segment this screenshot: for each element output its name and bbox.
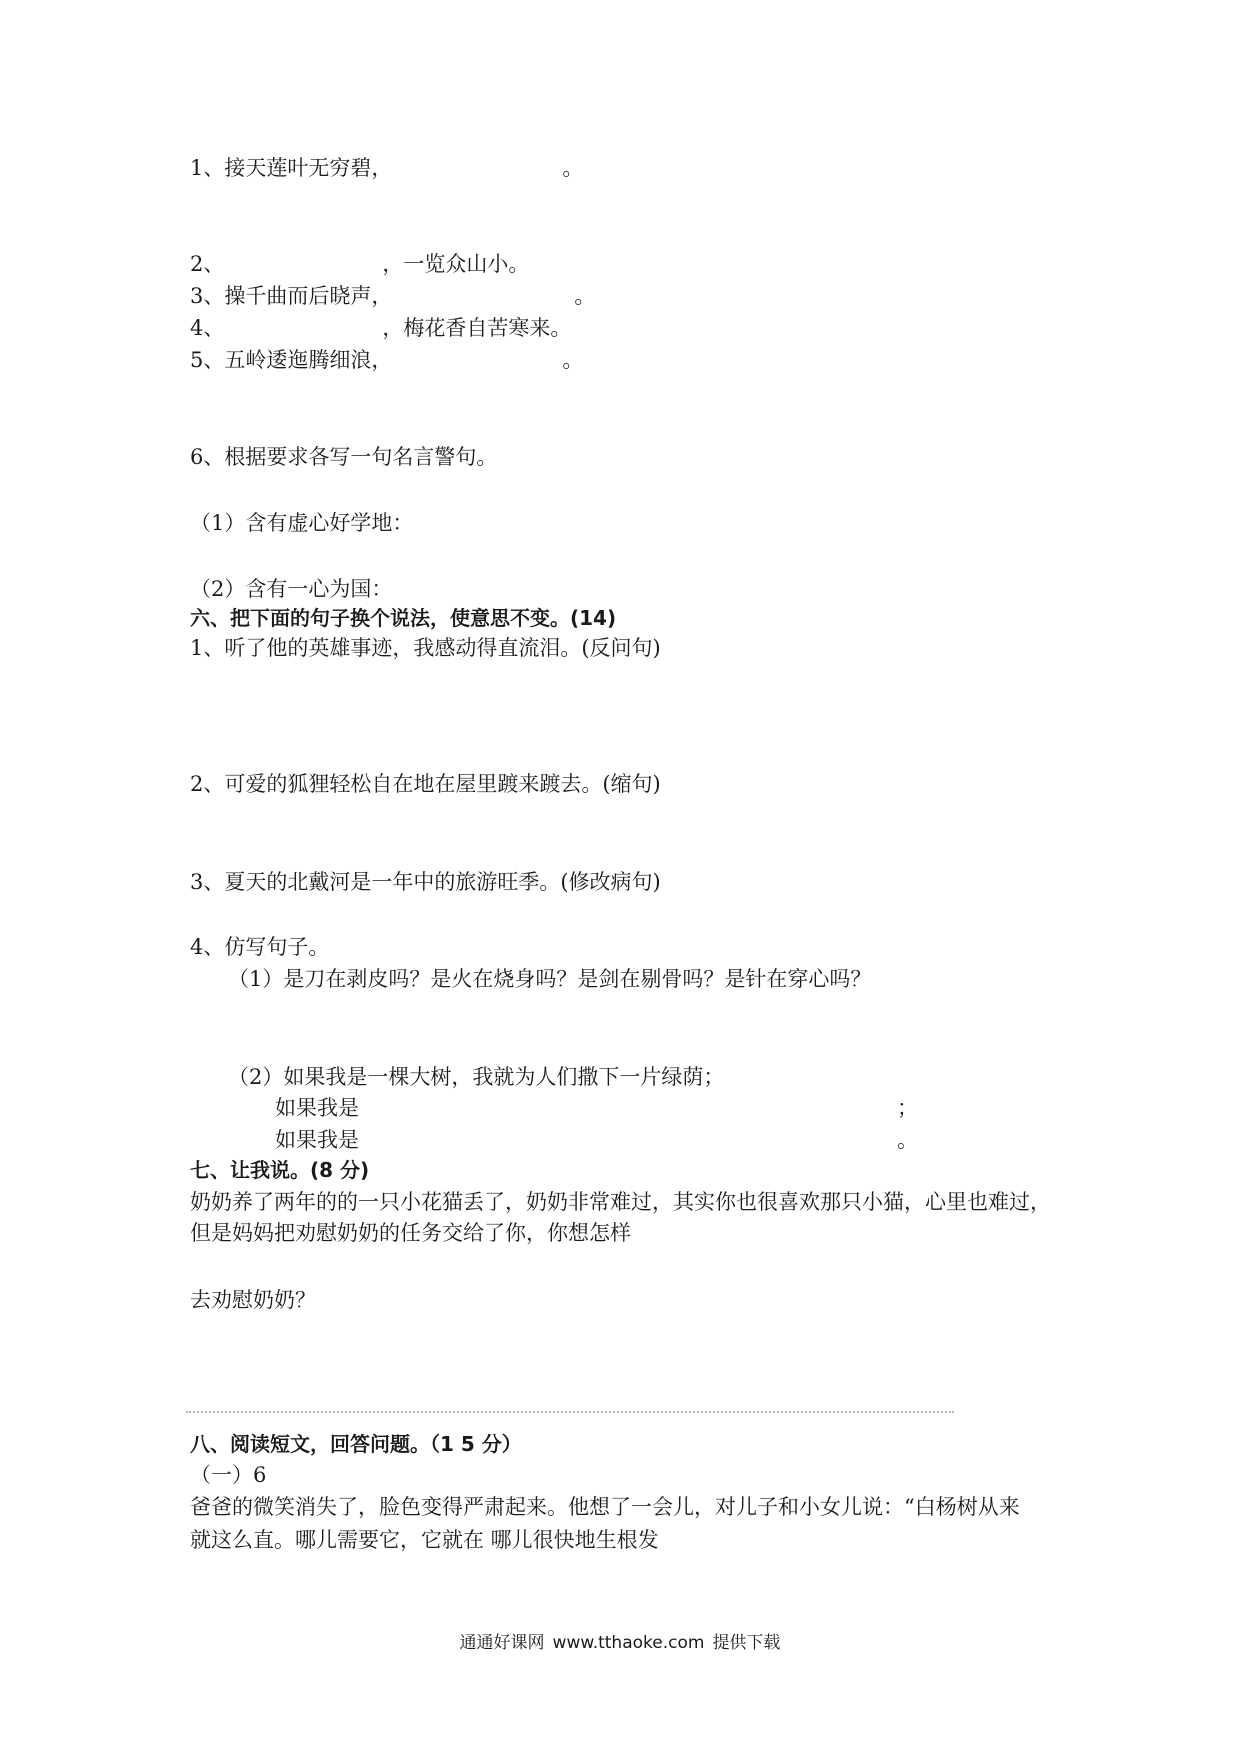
poem-question-2: 2、 ，一览众山小。 [190,252,530,276]
imitation-line-1: 如果我是 ； [275,1096,918,1120]
section-6-question-3: 3、夏天的北戴河是一年中的旅游旺季。(修改病句) [190,870,661,894]
poem-question-4: 4、 ，梅花香自苦寒来。 [190,316,572,340]
reading-passage-line-1: 爸爸的微笑消失了，脸色变得严肃起来。他想了一会儿，对儿子和小女儿说：“白杨树从来 [190,1495,1020,1519]
section-7-prompt-line-1: 奶奶养了两年的的一只小花猫丢了，奶奶非常难过，其实你也很喜欢那只小猫，心里也难过， [190,1190,1051,1214]
section-6-question-2: 2、可爱的狐狸轻松自在地在屋里踱来踱去。(缩句) [190,772,661,796]
section-8-heading: 八、阅读短文，回答问题。（1 5 分） [190,1432,522,1456]
section-6-question-4: 4、仿写句子。 [190,935,330,959]
poem-question-1: 1、接天莲叶无穷碧， 。 [190,156,584,180]
section-6-question-1: 1、听了他的英雄事迹，我感动得直流泪。(反问句) [190,636,661,660]
section-6-question-4-1: （1）是刀在剥皮吗？是火在烧身吗？是剑在剔骨吗？是针在穿心吗？ [228,967,872,991]
poem-question-6: 6、根据要求各写一句名言警句。 [190,445,498,469]
poem-question-5: 5、五岭逶迤腾细浪， 。 [190,348,584,372]
section-6-question-4-2: （2）如果我是一棵大树，我就为人们撒下一片绿荫； [228,1065,725,1089]
poem-question-6-1: （1）含有虚心好学地： [190,511,414,535]
section-7-prompt-line-3: 去劝慰奶奶？ [190,1288,316,1312]
section-7-heading: 七、让我说。(8 分) [190,1158,370,1182]
poem-question-1-text: 1、接天莲叶无穷碧， [190,156,393,180]
dotted-divider [186,1411,954,1413]
poem-question-3: 3、操千曲而后晓声， 。 [190,284,596,308]
section-8-subheading: （一）6 [190,1463,267,1487]
footer-suffix: 提供下载 [712,1633,781,1653]
footer-url[interactable]: www.tthaoke.com [552,1633,705,1653]
footer-site-name: 通通好课网 [459,1633,545,1653]
poem-question-6-2: （2）含有一心为国： [190,577,393,601]
page-footer [0,1628,1240,1653]
section-6-heading: 六、把下面的句子换个说法，使意思不变。(14) [190,606,617,630]
section-7-prompt-line-2: 但是妈妈把劝慰奶奶的任务交给了你，你想怎样 [190,1221,631,1245]
reading-passage-line-2: 就这么直。哪儿需要它，它就在 哪儿很快地生根发 [190,1528,659,1552]
imitation-line-2: 如果我是 。 [275,1128,918,1152]
